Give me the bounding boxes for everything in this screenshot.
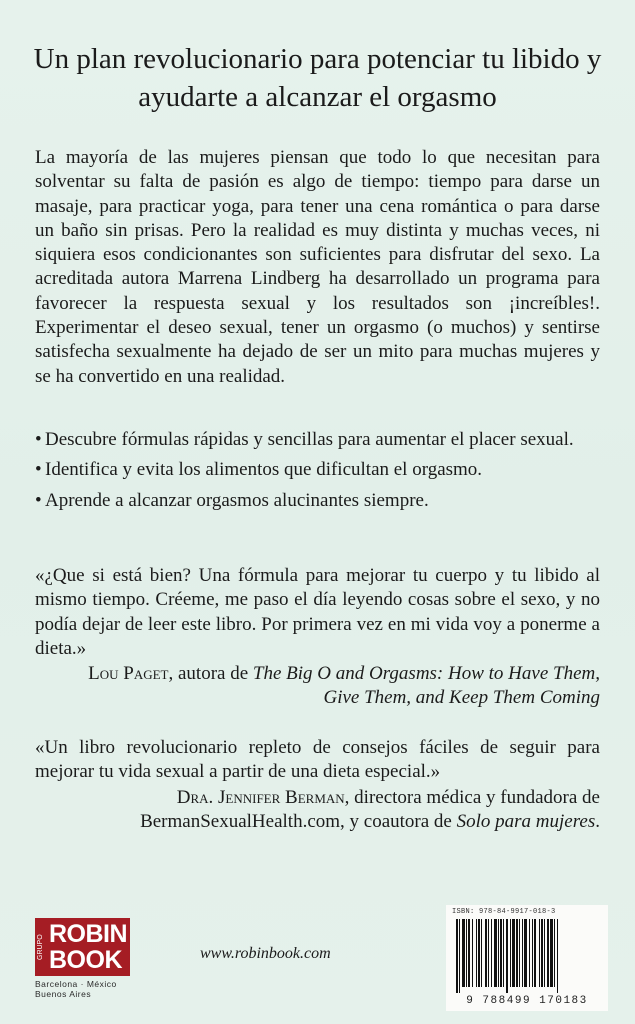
- barcode-bar: [494, 919, 497, 987]
- bullet-marker: •: [35, 459, 42, 481]
- barcode-bar: [534, 919, 536, 987]
- testimonial-quote-2: «Un libro revolucionario repleto de consejos fáciles de seguir para mejorar tu vida sexual a partir de una dieta especial.»: [35, 737, 600, 783]
- quote-role: , directora médica y fundadora de BermanSexualHealth.com, y coautora de: [140, 787, 600, 833]
- barcode-bar: [557, 919, 558, 993]
- barcode-bar: [506, 919, 508, 993]
- barcode-bar: [532, 919, 533, 987]
- quote-author: Dra. Jennifer Berman: [176, 787, 345, 808]
- quote-book-title: The Big O and Orgasms: How to Have Them, Give Them, and Keep Them Coming: [252, 663, 600, 709]
- barcode-bar: [478, 919, 480, 987]
- barcode-bar: [510, 919, 511, 987]
- logo-line-2: BOOK: [49, 946, 122, 974]
- bullet-marker: •: [35, 429, 42, 450]
- barcode-bar: [466, 919, 467, 987]
- barcode-bar: [519, 919, 520, 987]
- barcode-bar: [488, 919, 489, 987]
- barcode-bar: [472, 919, 473, 987]
- barcode-bar: [468, 919, 470, 987]
- list-item: [35, 428, 600, 452]
- barcode-bar: [503, 919, 504, 987]
- barcode-bar: [459, 919, 460, 993]
- barcode-bar: [462, 919, 465, 987]
- publisher-logo: [35, 918, 130, 999]
- logo-line-1: ROBIN: [49, 920, 128, 948]
- barcode-bar: [547, 919, 549, 987]
- barcode-bar: [485, 919, 487, 987]
- barcode-bars: [454, 919, 600, 993]
- quote-end: .: [595, 811, 600, 833]
- barcode-bar: [512, 919, 515, 987]
- barcode-bar: [550, 919, 553, 987]
- intro-text: La mayoría de las mujeres piensan que todo lo que necesitan para solventar su falta de pasión es algo de tiempo: tiempo para darse un masaje, para practicar yoga, para tener una cena romántica o para darse un baño sin prisas. Pero la realidad es muy distinta y muchas veces, ni siquiera esos condicionantes son suficientes para disfrutar del sexo. La acreditada autora Marrena Lindberg ha desarrollado un programa para favorecer la respuesta sexual y los resultados son ¡increíbles!. Experimentar el deseo sexual, tener un orgasmo (o muchos) y sentirse satisfecha sexualmente ha dejado de ser un mito para muchas mujeres y se ha convertido en una realidad.: [35, 147, 600, 387]
- barcode-bar: [476, 919, 477, 987]
- list-item: [35, 489, 600, 513]
- list-item: [35, 458, 600, 482]
- intro-paragraph: [35, 146, 600, 389]
- logo-side-text: GRUPO: [37, 934, 44, 960]
- quote-author: Lou Paget: [88, 663, 169, 684]
- publisher-cities: Barcelona · México Buenos Aires: [35, 979, 117, 999]
- barcode-bar: [456, 919, 458, 993]
- barcode-bar: [524, 919, 527, 987]
- logo-box: [35, 918, 130, 976]
- barcode-bar: [541, 919, 543, 987]
- bullet-text: Aprende a alcanzar orgasmos alucinantes siempre.: [45, 489, 429, 511]
- headline: Un plan revolucionario para potenciar tu libido y ayudarte a alcanzar el orgasmo: [33, 43, 602, 113]
- publisher-url: www.robinbook.com: [200, 945, 331, 962]
- barcode-bar: [544, 919, 545, 987]
- barcode-bar: [491, 919, 492, 987]
- barcode-bar: [529, 919, 530, 987]
- barcode-bar: [498, 919, 499, 987]
- barcode-bar: [481, 919, 482, 987]
- bullet-text: Identifica y evita los alimentos que dificultan el orgasmo.: [45, 459, 483, 481]
- barcode-bar: [522, 919, 523, 987]
- benefit-list: [35, 428, 600, 519]
- barcode-bar: [554, 919, 555, 987]
- testimonial-attribution-2: [60, 786, 600, 835]
- testimonial-quote-1: «¿Que si está bien? Una fórmula para mejorar tu cuerpo y tu libido al mismo tiempo. Créeme, me paso el día leyendo cosas sobre el sexo, y no podía dejar de leer este libro. Por primera vez en mi vida voy a ponerme a dieta.»: [35, 565, 600, 659]
- testimonial-attribution-1: [60, 662, 600, 711]
- quote-role: , autora de: [168, 663, 253, 684]
- bullet-text: Descubre fórmulas rápidas y sencillas para aumentar el placer sexual.: [45, 429, 574, 450]
- quote-book-title: Solo para mujeres: [456, 811, 596, 833]
- barcode: [446, 905, 608, 1011]
- barcode-number: 9 788499 170183: [466, 995, 588, 1007]
- isbn-label: ISBN: 978-84-9917-018-3: [452, 908, 556, 916]
- bullet-marker: •: [35, 489, 42, 511]
- barcode-bar: [516, 919, 518, 987]
- barcode-bar: [539, 919, 540, 987]
- barcode-bar: [500, 919, 502, 987]
